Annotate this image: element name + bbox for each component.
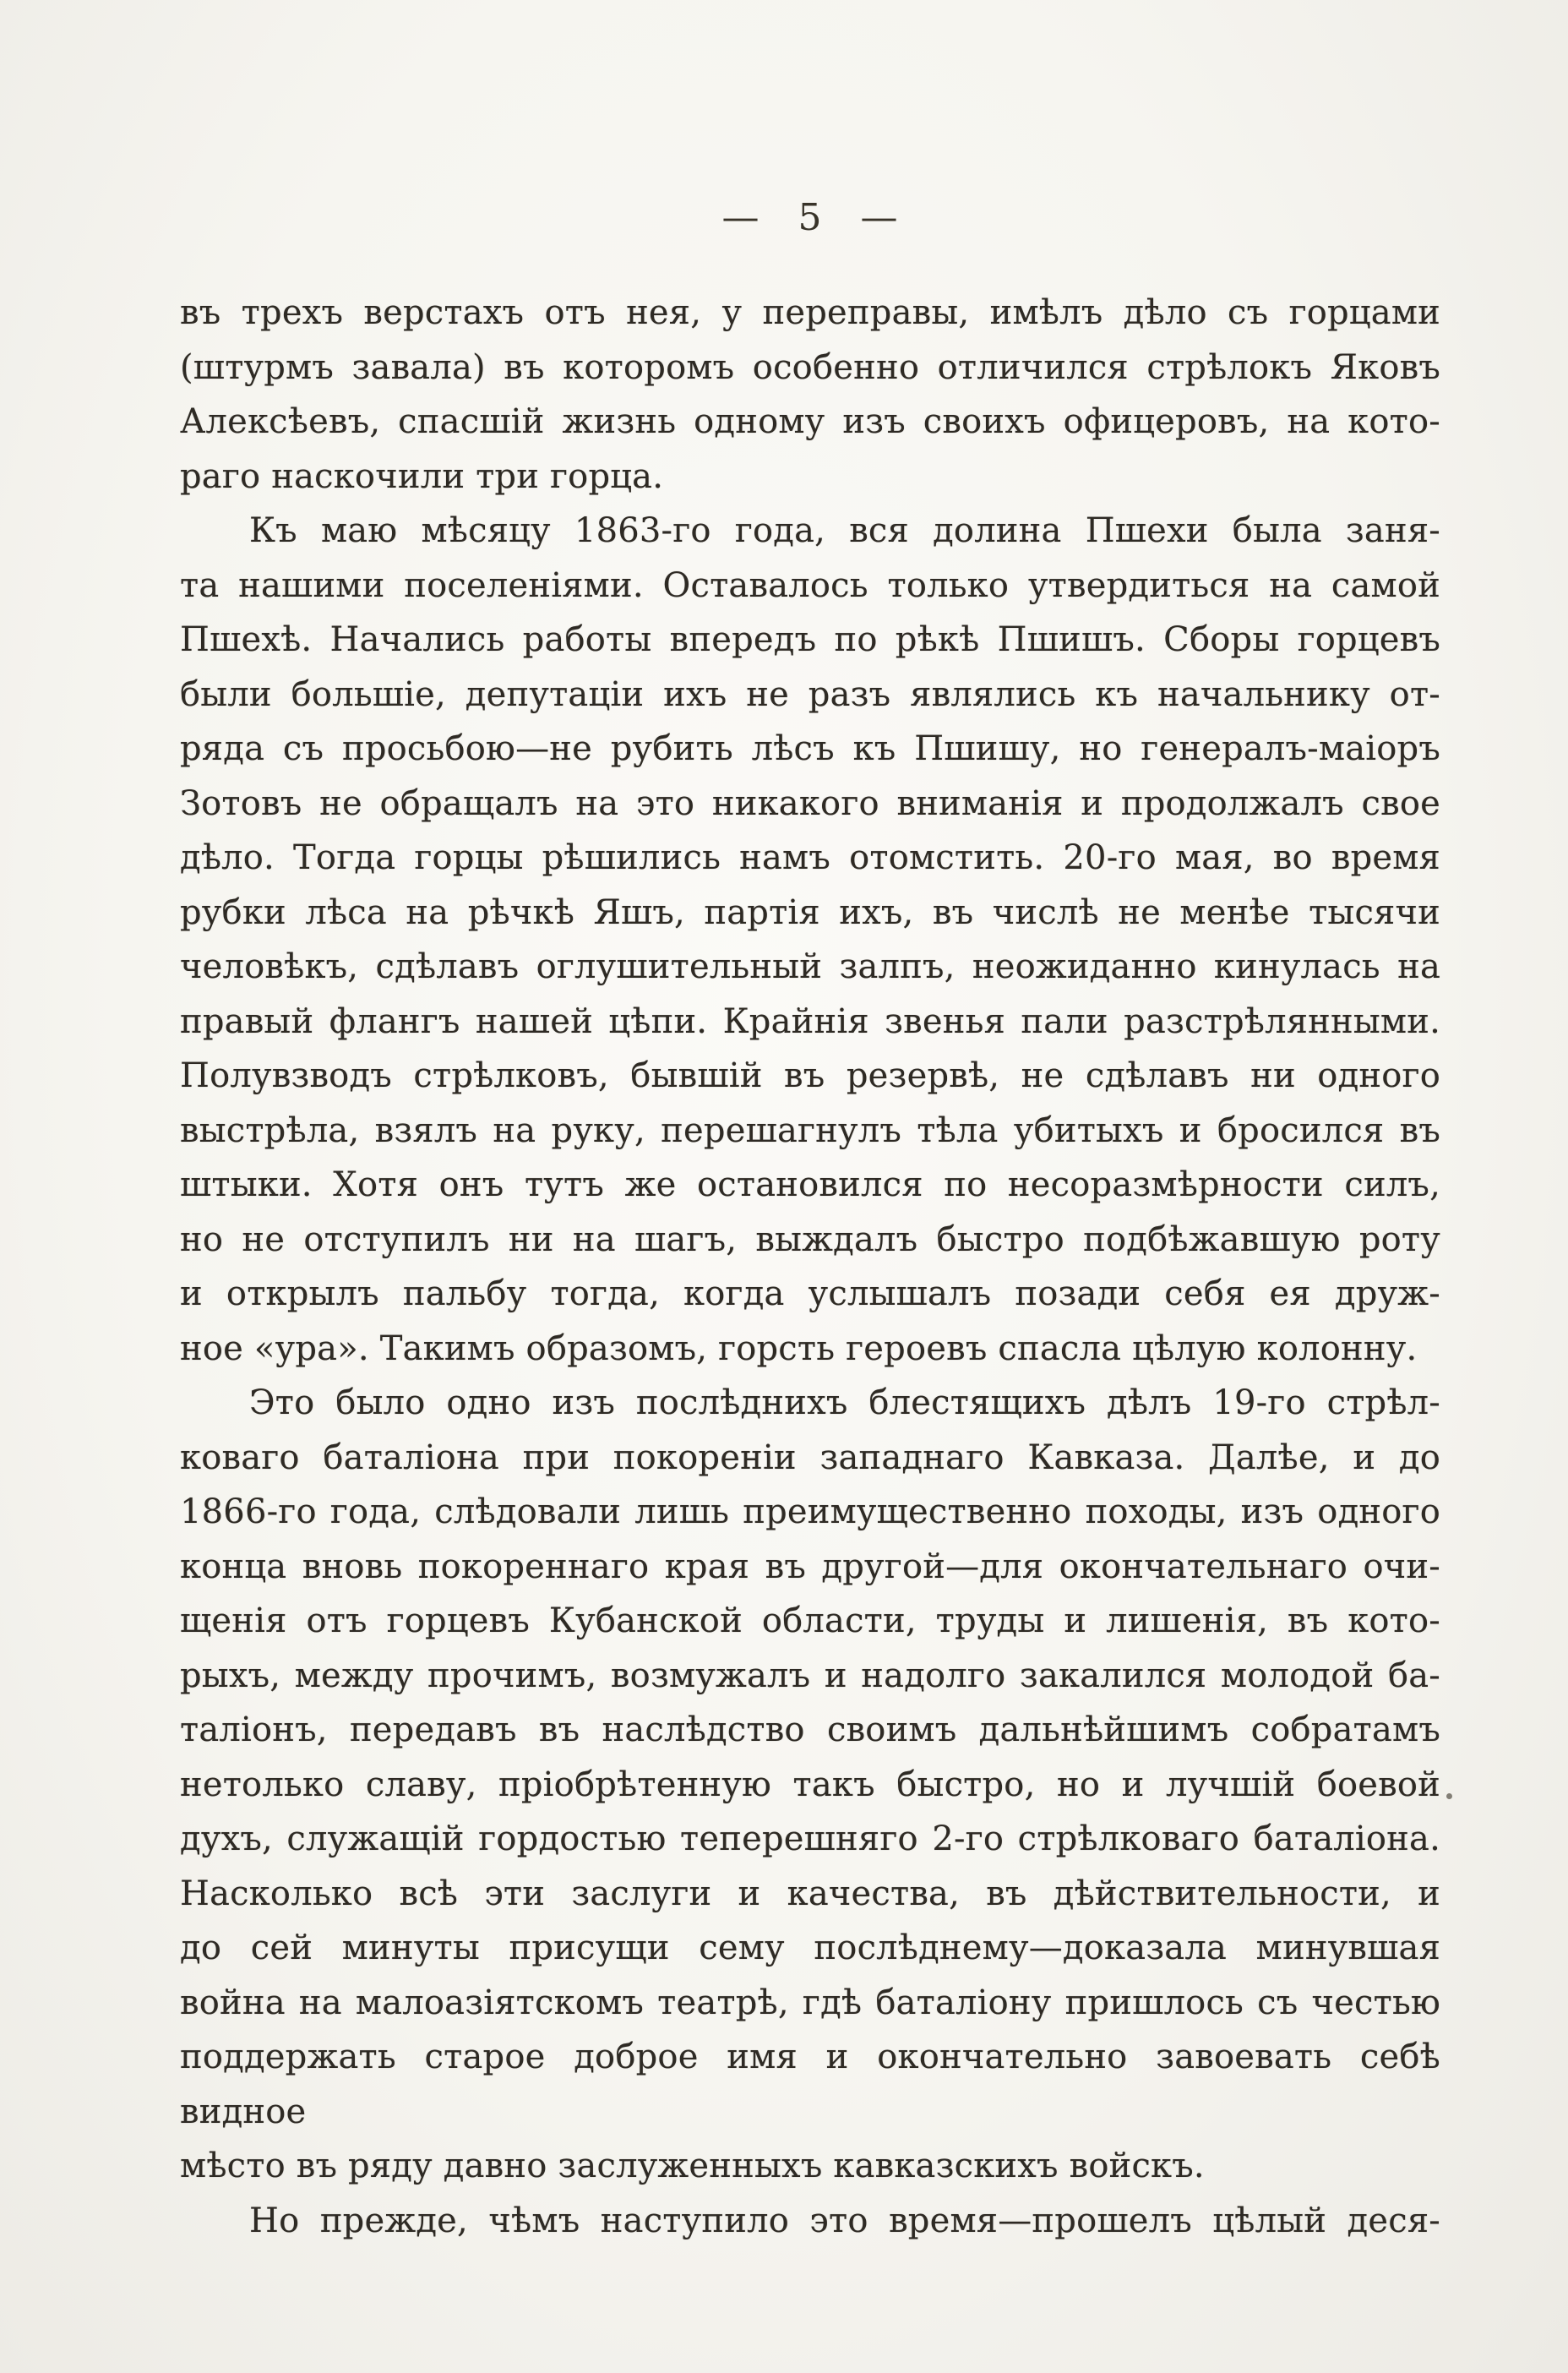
text-line: выстрѣла, взялъ на руку, перешагнулъ тѣла убитыхъ и бросился въ	[180, 1110, 1440, 1150]
text-line: но не отступилъ ни на шагъ, выждалъ быстро подбѣжавшую роту	[180, 1219, 1440, 1259]
ink-speck	[1446, 1793, 1452, 1799]
text-line: ное «ура». Такимъ образомъ, горсть героевъ спасла цѣлую колонну.	[180, 1328, 1418, 1368]
text-line: до сей минуты присущи сему послѣднему—доказала минувшая	[180, 1928, 1440, 1967]
text-line: 1866-го года, слѣдовали лишь преимущественно походы, изъ одного	[180, 1492, 1440, 1531]
text-line: нетолько славу, пріобрѣтенную такъ быстро, но и лучшій боевой	[180, 1765, 1440, 1804]
text-line: духъ, служащій гордостью теперешняго 2-го стрѣлковаго баталіона.	[180, 1819, 1440, 1858]
text-line: Насколько всѣ эти заслуги и качества, въ дѣйствительности, и	[180, 1874, 1440, 1913]
text-line: штыки. Хотя онъ тутъ же остановился по несоразмѣрности силъ,	[180, 1165, 1440, 1204]
text-line: въ трехъ верстахъ отъ нея, у переправы, имѣлъ дѣло съ горцами	[180, 293, 1440, 332]
page-number-text: — 5 —	[721, 196, 899, 239]
text-line: рыхъ, между прочимъ, возмужалъ и надолго закалился молодой ба-	[180, 1656, 1440, 1695]
text-line: (штурмъ завала) въ которомъ особенно отличился стрѣлокъ Яковъ	[180, 347, 1440, 387]
text-line: Алексѣевъ, спасшій жизнь одному изъ своихъ офицеровъ, на кото-	[180, 402, 1440, 441]
text-line: война на малоазіятскомъ театрѣ, гдѣ баталіону пришлось съ честью	[180, 1983, 1440, 2022]
text-line: поддержать старое доброе имя и окончательно завоевать себѣ видное	[180, 2038, 1440, 2131]
body-text	[180, 286, 1440, 2248]
text-line: рубки лѣса на рѣчкѣ Яшъ, партія ихъ, въ числѣ не менѣе тысячи	[180, 892, 1440, 932]
paragraph	[180, 504, 1440, 1376]
text-line: были большіе, депутаціи ихъ не разъ являлись къ начальнику от-	[180, 674, 1440, 714]
text-line: Полувзводъ стрѣлковъ, бывшій въ резервѣ, не сдѣлавъ ни одного	[180, 1056, 1440, 1095]
text-line: и открылъ пальбу тогда, когда услышалъ позади себя ея друж-	[180, 1274, 1440, 1313]
paragraph	[180, 286, 1440, 504]
text-line: мѣсто въ ряду давно заслуженныхъ кавказскихъ войскъ.	[180, 2147, 1205, 2185]
paragraph	[180, 1376, 1440, 2194]
text-line: щенія отъ горцевъ Кубанской области, труды и лишенія, въ кото-	[180, 1601, 1440, 1640]
text-line: человѣкъ, сдѣлавъ оглушительный залпъ, неожиданно кинулась на	[180, 947, 1440, 986]
text-line: дѣло. Тогда горцы рѣшились намъ отомстить. 20-го мая, во время	[180, 838, 1440, 877]
text-line: таліонъ, передавъ въ наслѣдство своимъ дальнѣйшимъ собратамъ	[180, 1710, 1440, 1749]
text-line: Пшехѣ. Начались работы впередъ по рѣкѣ Пшишъ. Сборы горцевъ	[180, 620, 1440, 659]
text-line: ряда съ просьбою—не рубить лѣсъ къ Пшишу, но генералъ-маіоръ	[180, 729, 1440, 768]
text-line: та нашими поселеніями. Оставалось только утвердиться на самой	[180, 565, 1440, 605]
text-line: конца вновь покореннаго края въ другой—для окончательнаго очи-	[180, 1547, 1440, 1586]
paragraph	[180, 2194, 1440, 2249]
text-line: Къ маю мѣсяцу 1863-го года, вся долина Пшехи была заня-	[249, 511, 1440, 550]
page-number	[180, 196, 1440, 239]
text-line: коваго баталіона при покореніи западнаго Кавказа. Далѣе, и до	[180, 1437, 1440, 1477]
text-line: Но прежде, чѣмъ наступило это время—прошелъ цѣлый деся-	[249, 2201, 1440, 2240]
text-line: раго наскочили три горца.	[180, 456, 664, 496]
text-line: правый флангъ нашей цѣпи. Крайнія звенья пали разстрѣлянными.	[180, 1001, 1440, 1041]
text-line: Это было одно изъ послѣднихъ блестящихъ дѣлъ 19-го стрѣл-	[249, 1383, 1440, 1422]
text-line: Зотовъ не обращалъ на это никакого вниманія и продолжалъ свое	[180, 783, 1440, 823]
